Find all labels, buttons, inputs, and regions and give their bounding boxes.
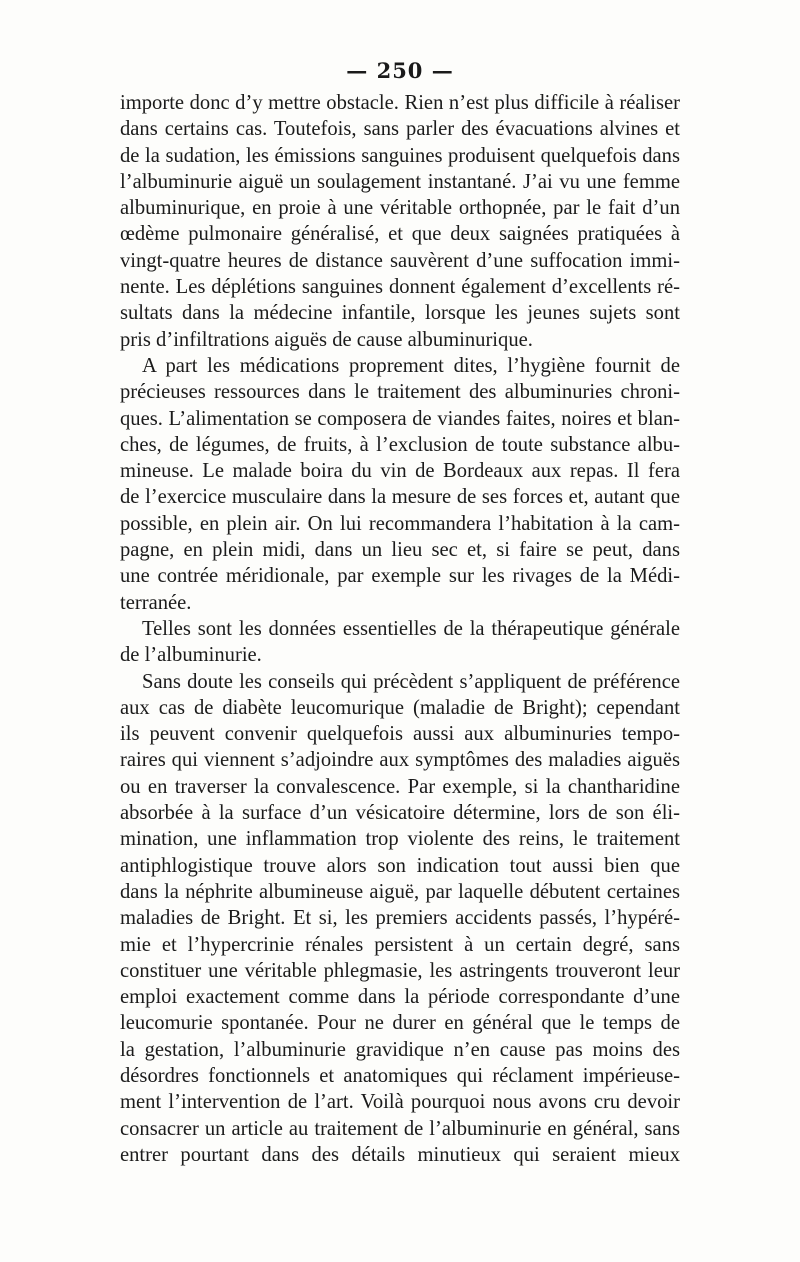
text-line: ils peuvent convenir quelquefois aussi aux albuminuries tempo- <box>120 723 680 746</box>
text-line: maladies de Bright. Et si, les premiers accidents passés, l’hypéré- <box>120 907 680 930</box>
text-line: albuminurique, en proie à une véritable orthopnée, par le fait d’un <box>120 197 680 220</box>
text-line: ques. L’alimentation se composera de viandes faites, noires et blan- <box>120 407 680 430</box>
text-line: Sans doute les conseils qui précèdent s’appliquent de préférence <box>142 670 680 693</box>
text-line: sultats dans la médecine infantile, lorsque les jeunes sujets sont <box>120 302 680 325</box>
text-line: entrer pourtant dans des détails minutieux qui seraient mieux <box>120 1143 680 1166</box>
text-line: de l’albuminurie. <box>120 644 262 667</box>
text-line: ou en traverser la convalescence. Par exemple, si la chantharidine <box>120 775 680 798</box>
text-line: dans la néphrite albumineuse aiguë, par laquelle débutent certaines <box>120 880 680 903</box>
paragraph <box>120 90 680 353</box>
text-line: de l’exercice musculaire dans la mesure de ses forces et, autant que <box>120 486 680 509</box>
text-line: antiphlogistique trouve alors son indication tout aussi bien que <box>120 854 680 877</box>
text-line: œdème pulmonaire généralisé, et que deux saignées pratiquées à <box>120 223 680 246</box>
text-line: aux cas de diabète leucomurique (maladie de Bright); cependant <box>120 696 680 719</box>
text-line: emploi exactement comme dans la période correspondante d’une <box>120 986 680 1009</box>
text-line: mineuse. Le malade boira du vin de Bordeaux aux repas. Il fera <box>120 460 680 483</box>
text-line: possible, en plein air. On lui recommandera l’habitation à la cam- <box>120 512 680 535</box>
text-line: vingt-quatre heures de distance sauvèrent d’une suffocation immi- <box>120 249 680 272</box>
text-line: consacrer un article au traitement de l’albuminurie en général, sans <box>120 1117 680 1140</box>
text-line: la gestation, l’albuminurie gravidique n’en cause pas moins des <box>120 1038 680 1061</box>
text-line: Telles sont les données essentielles de la thérapeutique générale <box>142 617 680 640</box>
paragraph <box>120 669 680 1169</box>
text-line: dans certains cas. Toutefois, sans parler des évacuations alvines et <box>120 118 680 141</box>
text-line: terranée. <box>120 591 192 614</box>
paragraph <box>120 616 680 669</box>
text-line: précieuses ressources dans le traitement des albuminuries chroni- <box>120 381 680 404</box>
text-line: A part les médications proprement dites, l’hygiène fournit de <box>142 354 680 377</box>
text-line: mination, une inflammation trop violente des reins, le traitement <box>120 828 680 851</box>
text-line: ches, de légumes, de fruits, à l’exclusion de toute substance albu- <box>120 433 680 456</box>
text-line: leucomurie spontanée. Pour ne durer en général que le temps de <box>120 1012 680 1035</box>
text-line: pagne, en plein midi, dans un lieu sec et, si faire se peut, dans <box>120 539 680 562</box>
text-line: nente. Les déplétions sanguines donnent également d’excellents ré- <box>120 276 680 299</box>
text-line: l’albuminurie aiguë un soulagement instantané. J’ai vu une femme <box>120 170 680 193</box>
text-line: importe donc d’y mettre obstacle. Rien n’est plus difficile à réaliser <box>120 92 680 114</box>
body-text <box>120 90 680 1168</box>
text-line: désordres fonctionnels et anatomiques qui réclament impérieuse- <box>120 1064 680 1087</box>
text-line: mie et l’hypercrinie rénales persistent à un certain degré, sans <box>120 933 680 956</box>
paragraph <box>120 353 680 616</box>
text-line: pris d’infiltrations aiguës de cause albuminurique. <box>120 328 533 351</box>
text-line: ment l’intervention de l’art. Voilà pourquoi nous avons cru devoir <box>120 1091 680 1114</box>
text-line: une contrée méridionale, par exemple sur les rivages de la Médi- <box>120 565 680 588</box>
page-number: — 250 — <box>346 58 454 83</box>
text-line: de la sudation, les émissions sanguines produisent quelquefois dans <box>120 144 680 167</box>
text-line: raires qui viennent s’adjoindre aux symptômes des maladies aiguës <box>120 749 680 772</box>
text-line: absorbée à la surface d’un vésicatoire détermine, lors de son éli- <box>120 802 680 825</box>
text-line: constituer une véritable phlegmasie, les astringents trouveront leur <box>120 959 680 982</box>
